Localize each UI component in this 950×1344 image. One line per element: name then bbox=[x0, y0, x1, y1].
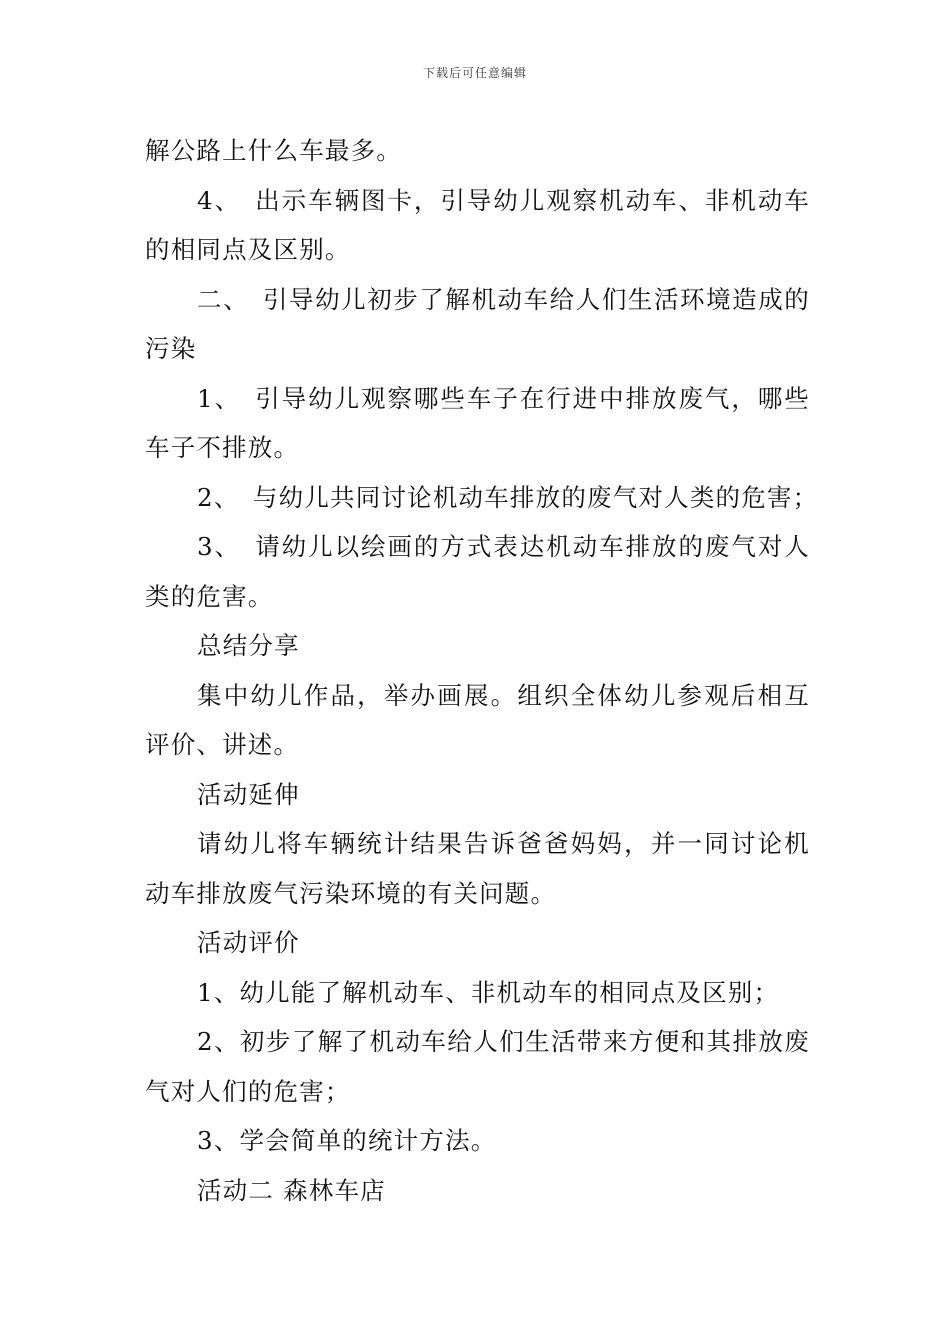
paragraph-evaluation-3: 3、学会简单的统计方法。 bbox=[197, 1126, 497, 1155]
heading-activity-two: 活动二 森林车店 bbox=[197, 1175, 386, 1205]
heading-summary-share: 总结分享 bbox=[197, 631, 300, 660]
page-header-note: 下载后可任意编辑 bbox=[422, 66, 527, 80]
paragraph-substep-3: 3、 请幼儿以绘画的方式表达机动车排放的废气对人类的危害。 bbox=[145, 532, 810, 611]
paragraph-summary: 集中幼儿作品，举办画展。组织全体幼儿参观后相互评价、讲述。 bbox=[145, 680, 810, 759]
paragraph-evaluation-2: 2、初步了解了机动车给人们生活带来方便和其排放废气对人们的危害； bbox=[145, 1027, 810, 1106]
heading-activity-evaluation: 活动评价 bbox=[197, 928, 300, 957]
paragraph-evaluation-1: 1、幼儿能了解机动车、非机动车的相同点及区别； bbox=[197, 977, 780, 1007]
heading-activity-extension: 活动延伸 bbox=[197, 779, 300, 809]
paragraph-step-4: 4、 出示车辆图卡，引导幼儿观察机动车、非机动车的相同点及区别。 bbox=[145, 185, 810, 264]
paragraph-extension: 请幼儿将车辆统计结果告诉爸爸妈妈，并一同讨论机动车排放废气污染环境的有关问题。 bbox=[145, 829, 810, 908]
paragraph-substep-2: 2、 与幼儿共同讨论机动车排放的废气对人类的危害； bbox=[197, 482, 819, 512]
paragraph-continuation: 解公路上什么车最多。 bbox=[145, 136, 402, 165]
paragraph-section-2-heading: 二、 引导幼儿初步了解机动车给人们生活环境造成的污染 bbox=[145, 284, 810, 363]
paragraph-substep-1: 1、 引导幼儿观察哪些车子在行进中排放废气，哪些车子不排放。 bbox=[145, 383, 810, 462]
document-body bbox=[145, 126, 819, 1215]
